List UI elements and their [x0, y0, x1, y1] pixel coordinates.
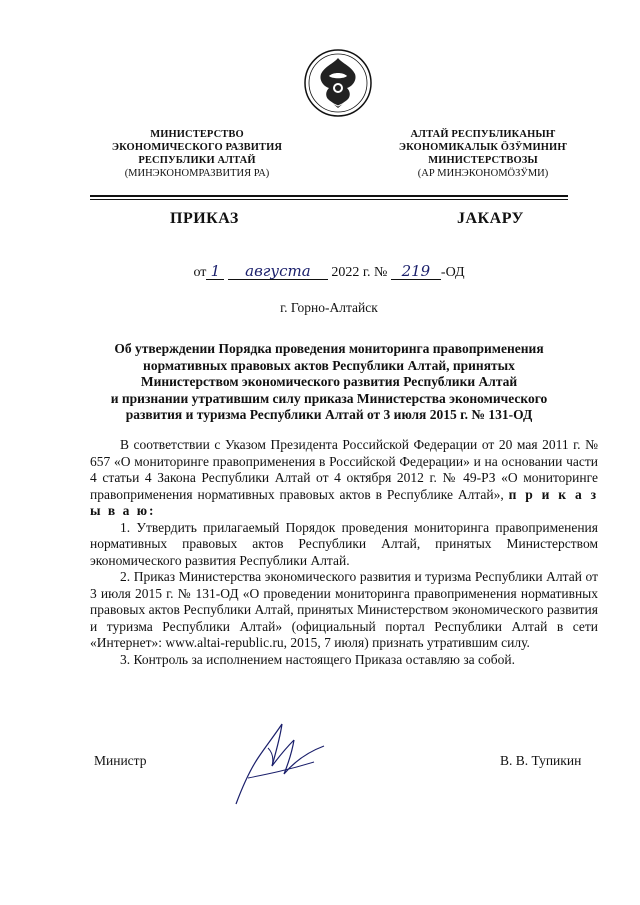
- order-suffix: -ОД: [440, 265, 465, 280]
- heading-line: развития и туризма Республики Алтай от 3 июля 2015 г. № 131-ОД: [125, 407, 533, 422]
- ministry-line-1: МИНИСТЕРСТВО: [150, 129, 244, 140]
- signatory-name: В. В. Тупикин: [500, 753, 582, 768]
- date-prefix: от: [193, 265, 207, 280]
- order-date-line: [90, 264, 568, 281]
- ministry-line-3: РЕСПУБЛИКИ АЛТАЙ: [138, 155, 256, 166]
- ministry-alt-line-2: ЭКОНОМИКАЛЫК ÖЗӰМИНИҤ: [398, 142, 568, 153]
- order-title-alt: ЈАКАРУ: [457, 210, 524, 227]
- order-number: 219: [391, 264, 441, 280]
- order-body: [90, 437, 598, 668]
- preamble-text: В соответствии с Указом Президента Российской Федерации от 20 мая 2011 г. № 657 «О мониторинге правоприменения в Российской Федерации» и на основании части 4 статьи 4 Закона Республики Алтай от 4 октября 2012 г. № 49-РЗ «О мониторинге правоприменения нормативных правовых актов в Республике Алтай»,: [90, 437, 598, 502]
- date-day: 1: [206, 264, 224, 280]
- heading-line: и признании утратившим силу приказа Министерства экономического: [110, 390, 548, 406]
- clause-1: 1. Утвердить прилагаемый Порядок проведения мониторинга правоприменения нормативных правовых актов Республики Алтай, принятых Министерством экономического развития Республики Алтай.: [90, 519, 598, 568]
- date-year: 2022 г. №: [331, 265, 388, 280]
- ministry-alt-abbrev: (АР МИНЭКОНОМÖЗӰМИ): [417, 168, 549, 179]
- ministry-line-2: ЭКОНОМИЧЕСКОГО РАЗВИТИЯ: [111, 142, 283, 153]
- header-rule-thick: [90, 195, 568, 197]
- heading-line: Об утверждении Порядка проведения мониторинга правоприменения: [114, 341, 544, 356]
- ministry-name-ru: [82, 128, 312, 180]
- ministry-name-alt: [368, 128, 598, 180]
- order-heading: [90, 341, 568, 424]
- date-month: августа: [228, 264, 328, 280]
- ministry-alt-line-3: МИНИСТЕРСТВОЗЫ: [428, 155, 538, 166]
- heading-line: Министерством экономического развития Республики Алтай: [140, 374, 518, 389]
- order-title-ru: ПРИКАЗ: [170, 210, 239, 227]
- order-verb: п р и к а з ы в а ю:: [90, 486, 598, 518]
- header-rule-thin: [90, 199, 568, 200]
- city-name: г. Горно-Алтайск: [280, 300, 378, 315]
- preamble-paragraph: [90, 437, 598, 520]
- emblem-icon: [303, 48, 373, 118]
- heading-line: нормативных правовых актов Республики Алтай, принятых: [143, 357, 515, 373]
- clause-3: 3. Контроль за исполнением настоящего Приказа оставляю за собой.: [120, 651, 516, 667]
- ministry-abbrev: (МИНЭКОНОМРАЗВИТИЯ РА): [124, 168, 270, 179]
- clause-2: 2. Приказ Министерства экономического развития и туризма Республики Алтай от 3 июля 2015 г. № 131-ОД «О проведении мониторинга правоприменения нормативных правовых актов Республики Алтай, принятых Министерством экономического развития и туризма Республики Алтай» (официальный портал Республики Алтай в сети «Интернет»: www.altai-republic.ru, 2015, 7 июля) признать утратившим силу.: [90, 569, 598, 650]
- signatory-position: Министр: [94, 753, 147, 768]
- handwritten-signature-icon: [228, 718, 338, 808]
- ministry-alt-line-1: АЛТАЙ РЕСПУБЛИКАНЫҤ: [410, 129, 556, 140]
